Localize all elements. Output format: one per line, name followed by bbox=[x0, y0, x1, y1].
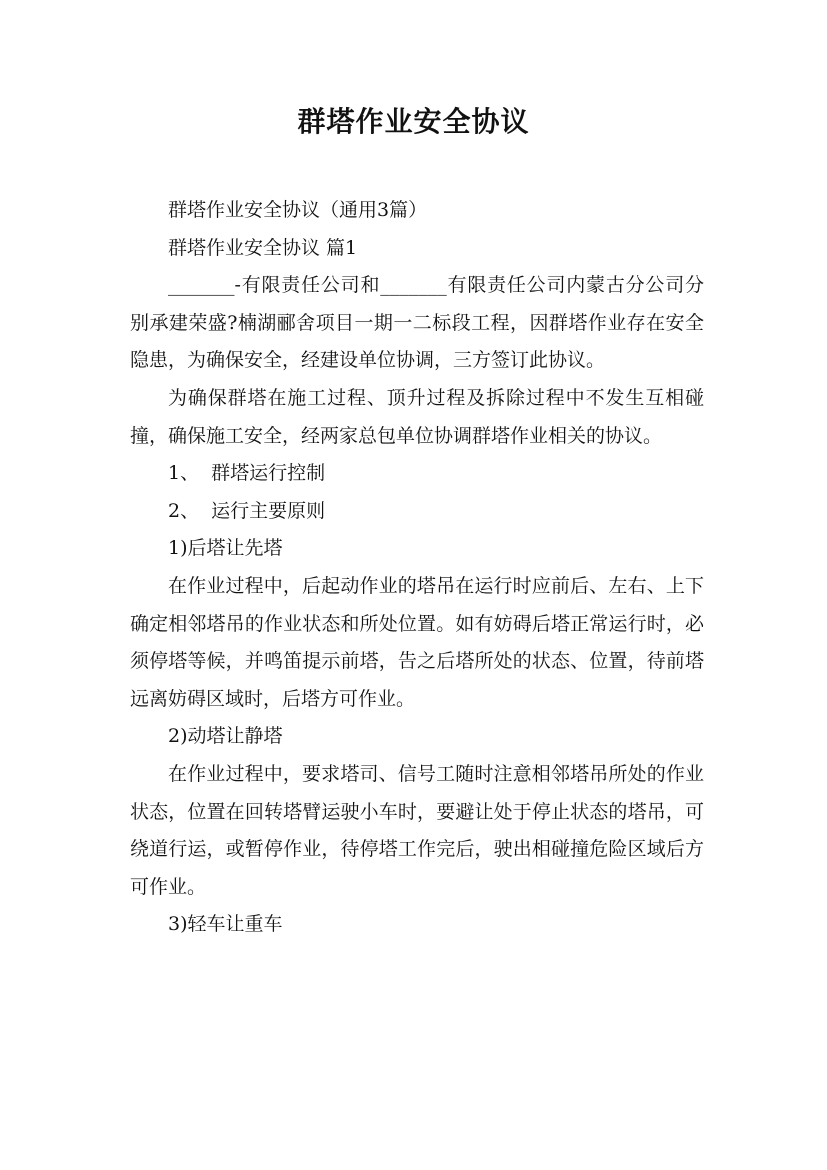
list-item-group-tower-control: 1、 群塔运行控制 bbox=[168, 462, 326, 485]
intro-paragraph: _______-有限责任公司和_______有限责任公司内蒙古分公司分别承建荣盛?楠湖郦舍项目一期一二标段工程，因群塔作业存在安全隐患，为确保安全，经建设单位协调，三方签订此协议。 bbox=[130, 274, 704, 372]
subtitle-paragraph: 群塔作业安全协议（通用3篇） bbox=[168, 199, 428, 221]
document-title: 群塔作业安全协议 bbox=[297, 105, 530, 138]
purpose-paragraph: 为确保群塔在施工过程、顶升过程及拆除过程中不发生互相碰撞，确保施工安全，经两家总包单位协调群塔作业相关的协议。 bbox=[130, 386, 704, 447]
rule-body-1: 在作业过程中，后起动作业的塔吊在运行时应前后、左右、上下确定相邻塔吊的作业状态和所处位置。如有妨碍后塔正常运行时，必须停塔等候，并鸣笛提示前塔，告之后塔所处的状态、位置，待前塔远离妨碍区域时，后塔方可作业。 bbox=[130, 574, 704, 710]
document-body bbox=[130, 192, 704, 944]
list-item-operating-principles: 2、 运行主要原则 bbox=[168, 499, 326, 522]
rule-body-2: 在作业过程中，要求塔司、信号工随时注意相邻塔吊所处的作业状态，位置在回转塔臂运驶小车时，要避让处于停止状态的塔吊，可绕道行运，或暂停作业，待停塔工作完后，驶出相碰撞危险区域后方可作业。 bbox=[130, 762, 704, 898]
rule-heading-1: 1)后塔让先塔 bbox=[168, 537, 283, 560]
section-heading: 群塔作业安全协议 篇1 bbox=[168, 236, 358, 259]
rule-heading-3: 3)轻车让重车 bbox=[168, 913, 283, 936]
rule-heading-2: 2)动塔让静塔 bbox=[168, 725, 283, 748]
